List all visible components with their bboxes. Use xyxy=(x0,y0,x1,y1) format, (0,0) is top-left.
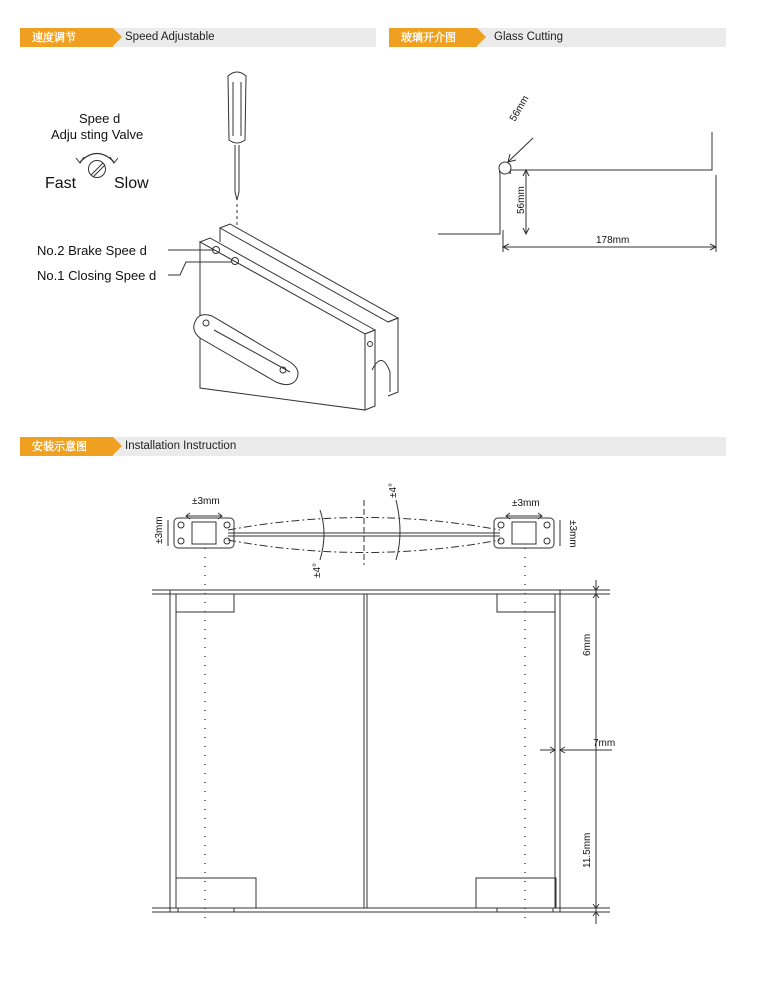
patch-bottom-left xyxy=(176,878,256,908)
closing-speed-label: No.1 Closing Spee d xyxy=(37,268,157,283)
header-speed-title: Speed Adjustable xyxy=(125,31,215,43)
door-right xyxy=(367,594,555,908)
brake-speed-label: No.2 Brake Spee d xyxy=(37,243,147,258)
fast-label: Fast xyxy=(45,175,77,192)
slow-label: Slow xyxy=(114,175,149,192)
glass-height-label: 56mm xyxy=(516,186,527,214)
tol-side-left-label: ±3mm xyxy=(154,516,165,544)
glass-radius-label: 56mm xyxy=(508,93,532,124)
valve-label-line2: Adju sting Valve xyxy=(51,127,144,142)
dim-115mm-label: 11.5mm xyxy=(582,832,593,868)
door-left xyxy=(176,594,364,908)
tol-top-left-label: ±3mm xyxy=(192,496,220,507)
header-install-title: Installation Instruction xyxy=(125,440,237,452)
header-glass-tag: 玻璃开介图 xyxy=(389,28,477,47)
angle-top-label: ±4° xyxy=(388,482,399,498)
tol-top-right-label: ±3mm xyxy=(512,498,540,509)
header-glass-title: Glass Cutting xyxy=(494,31,564,43)
header-speed-tag: 速度调节 xyxy=(20,28,113,47)
angle-left-label: ±4° xyxy=(312,562,323,578)
glass-width-label: 178mm xyxy=(596,235,630,246)
patch-bottom-right xyxy=(476,878,556,908)
valve-label-line1: Spee d xyxy=(79,111,121,126)
dim-7mm-label: 7mm xyxy=(593,738,616,749)
header-install-tag: 安装示意图 xyxy=(20,437,113,456)
tol-side-right-label: ±3mm xyxy=(567,520,578,548)
patch-top-right xyxy=(497,594,555,612)
dim-6mm-label: 6mm xyxy=(582,633,593,656)
